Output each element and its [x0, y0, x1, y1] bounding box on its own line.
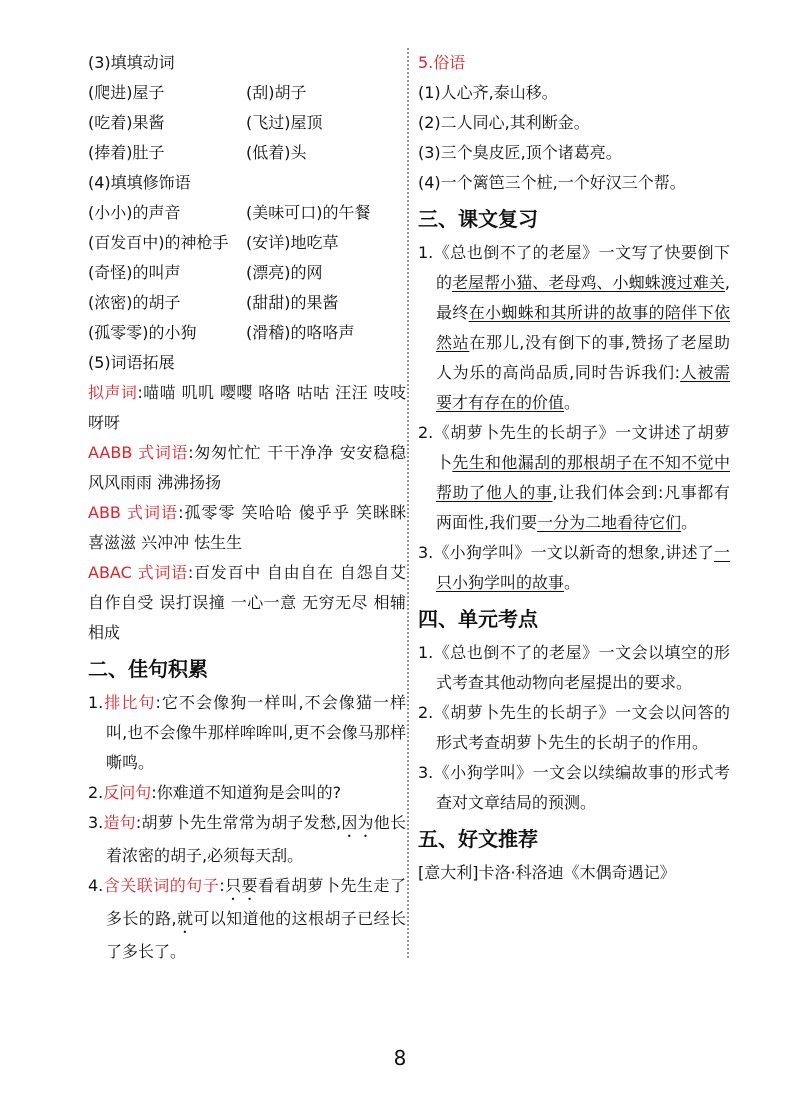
section-heading-sentences: 二、佳句积累 [88, 657, 208, 681]
word-extension-item: AABB 式词语:匆匆忙忙 干干净净 安安稳稳 风风雨雨 沸沸扬扬 [88, 443, 406, 492]
page-number: 8 [393, 1046, 407, 1070]
modifier-pair-row: (小小)的声音 (美味可口)的午餐 [88, 203, 371, 222]
word-extension-item: ABAC 式词语:百发百中 自由自在 自怨自艾 自作自受 误打误撞 一心一意 无穷无尽 相辅相成 [88, 563, 406, 642]
book-recommendation: [意大利]卡洛·科洛迪《木偶奇遇记》 [418, 863, 676, 882]
exam-point-item: 1.《总也倒不了的老屋》一文会以填空的形式考查其他动物向老屋提出的要求。 [418, 643, 730, 692]
column-divider [407, 48, 409, 958]
sentence-item: 4.含关联词的句子:只要看看胡萝卜先生走了多长的路,就可以知道他的这根胡子已经长了多长了。 [88, 876, 406, 961]
section-word-extension-title: (5)词语拓展 [88, 353, 175, 372]
section-verbs-title: (3)填填动词 [88, 53, 175, 72]
section-proverbs-title: 5.俗语 [418, 53, 466, 72]
review-item: 2.《胡萝卜先生的长胡子》一文讲述了胡萝卜先生和他漏刮的那根胡子在不知不觉中帮助了他人的事,让我们体会到:凡事都有两面性,我们要一分为二地看待它们。 [418, 423, 730, 532]
modifier-pair-row: (百发百中)的神枪手 (安详)地吃草 [88, 233, 339, 252]
section-heading-review: 三、课文复习 [418, 207, 538, 231]
verb-pair-row: (捧着)肚子 (低着)头 [88, 143, 307, 162]
sentence-item: 3.造句:胡萝卜先生常常为胡子发愁,因为他长着浓密的胡子,必须每天刮。 [88, 813, 406, 865]
section-modifiers-title: (4)填填修饰语 [88, 173, 191, 192]
proverb-item: (3)三个臭皮匠,顶个诸葛亮。 [418, 143, 622, 162]
right-column [418, 48, 730, 888]
proverb-item: (1)人心齐,泰山移。 [418, 83, 558, 102]
proverb-item: (2)二人同心,其利断金。 [418, 113, 590, 132]
word-extension-item: 拟声词:喵喵 叽叽 嘤嘤 咯咯 咕咕 汪汪 吱吱呀呀 [88, 383, 406, 432]
modifier-pair-row: (奇怪)的叫声 (漂亮)的网 [88, 263, 323, 282]
review-item: 1.《总也倒不了的老屋》一文写了快要倒下的老屋帮小猫、老母鸡、小蜘蛛渡过难关,最终在小蜘蛛和其所讲的故事的陪伴下依然站在那儿,没有倒下的事,赞扬了老屋助人为乐的高尚品质,同时告诉我们:人被需要才有存在的价值。 [418, 243, 730, 412]
section-heading-exam-points: 四、单元考点 [418, 607, 538, 631]
emphasis-word: 就 [176, 909, 194, 928]
word-extension-item: ABB 式词语:孤零零 笑哈哈 傻乎乎 笑眯眯 喜滋滋 兴冲冲 怯生生 [88, 503, 406, 552]
modifier-pair-row: (浓密)的胡子 (甜甜)的果酱 [88, 293, 339, 312]
verb-pair-row: (吃着)果酱 (飞过)屋顶 [88, 113, 323, 132]
emphasis-word: 只要 [224, 876, 259, 895]
exam-point-item: 3.《小狗学叫》一文会以续编故事的形式考查对文章结局的预测。 [418, 763, 730, 812]
emphasis-word: 因为 [341, 813, 374, 832]
proverb-item: (4)一个篱笆三个桩,一个好汉三个帮。 [418, 173, 686, 192]
left-column [88, 48, 406, 967]
review-item: 3.《小狗学叫》一文以新奇的想象,讲述了一只小狗学叫的故事。 [418, 543, 730, 592]
verb-pair-row: (爬进)屋子 (刮)胡子 [88, 83, 307, 102]
sentence-item: 1.排比句:它不会像狗一样叫,不会像猫一样叫,也不会像牛那样哞哞叫,更不会像马那样嘶鸣。 [88, 693, 406, 772]
section-heading-recommend: 五、好文推荐 [418, 827, 538, 851]
modifier-pair-row: (孤零零)的小狗 (滑稽)的咯咯声 [88, 323, 355, 342]
sentence-item: 2.反问句:你难道不知道狗是会叫的? [88, 783, 342, 802]
exam-point-item: 2.《胡萝卜先生的长胡子》一文会以问答的形式考查胡萝卜先生的长胡子的作用。 [418, 703, 730, 752]
